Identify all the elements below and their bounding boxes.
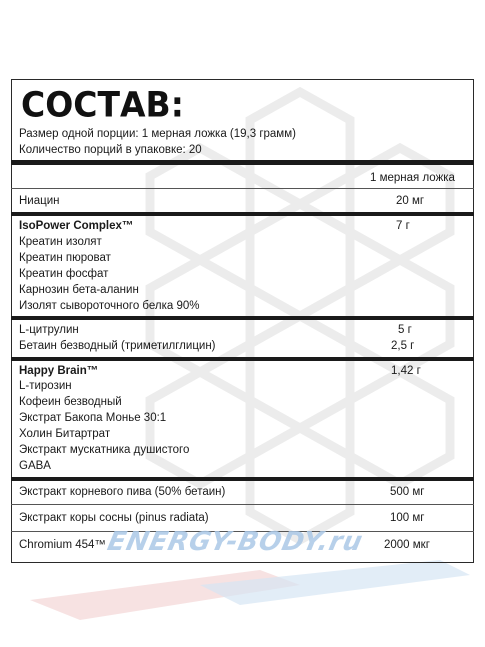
row-pine-name: Экстракт коры сосны (pinus radiata) (19, 512, 209, 524)
list-item: Изолят сывороточного белка 90% (19, 300, 200, 312)
list-item: Карнозин бета-аланин (19, 284, 139, 296)
list-item: GABA (19, 460, 51, 472)
row-divider (11, 188, 474, 189)
row-rootbeer-amount: 500 мг (390, 486, 425, 498)
row-pine-amount: 100 мг (390, 512, 425, 524)
list-item: Креатин пюроват (19, 252, 111, 264)
column-header: 1 мерная ложка (370, 172, 455, 184)
list-item: Креатин фосфат (19, 268, 109, 280)
row-happybrain-name: Happy Brain™ (19, 365, 99, 377)
list-item: Экстракт мускатника душистого (19, 444, 190, 456)
row-betaine-name: Бетаин безводный (триметилглицин) (19, 340, 216, 352)
header-divider (11, 160, 474, 165)
section-divider (11, 357, 474, 361)
row-chromium-name: Chromium 454™ (19, 539, 106, 551)
section-divider (11, 212, 474, 216)
section-divider (11, 316, 474, 320)
serving-size: Размер одной порции: 1 мерная ложка (19,3 грамм) (19, 128, 296, 140)
row-isopower-name: IsoPower Complex™ (19, 220, 134, 232)
row-isopower-amount: 7 г (396, 220, 410, 232)
page-title: СОСТАВ: (21, 84, 184, 125)
row-divider (11, 504, 474, 505)
section-divider (11, 477, 474, 481)
row-rootbeer-name: Экстракт корневого пива (50% бетаин) (19, 486, 226, 498)
row-niacin-amount: 20 мг (396, 195, 425, 207)
row-chromium-amount: 2000 мкг (384, 539, 430, 551)
row-citrulline-name: L-цитрулин (19, 324, 79, 336)
row-happybrain-amount: 1,42 г (391, 365, 421, 377)
row-betaine-amount: 2,5 г (391, 340, 415, 352)
site-watermark: ENERGY-BODY.ru (104, 527, 366, 557)
list-item: Экстрат Бакопа Монье 30:1 (19, 412, 167, 424)
row-citrulline-amount: 5 г (398, 324, 412, 336)
list-item: L-тирозин (19, 380, 72, 392)
list-item: Холин Битартрат (19, 428, 111, 440)
list-item: Кофеин безводный (19, 396, 122, 408)
list-item: Креатин изолят (19, 236, 102, 248)
servings-per-pack: Количество порций в упаковке: 20 (19, 144, 202, 156)
row-niacin-name: Ниацин (19, 195, 60, 207)
